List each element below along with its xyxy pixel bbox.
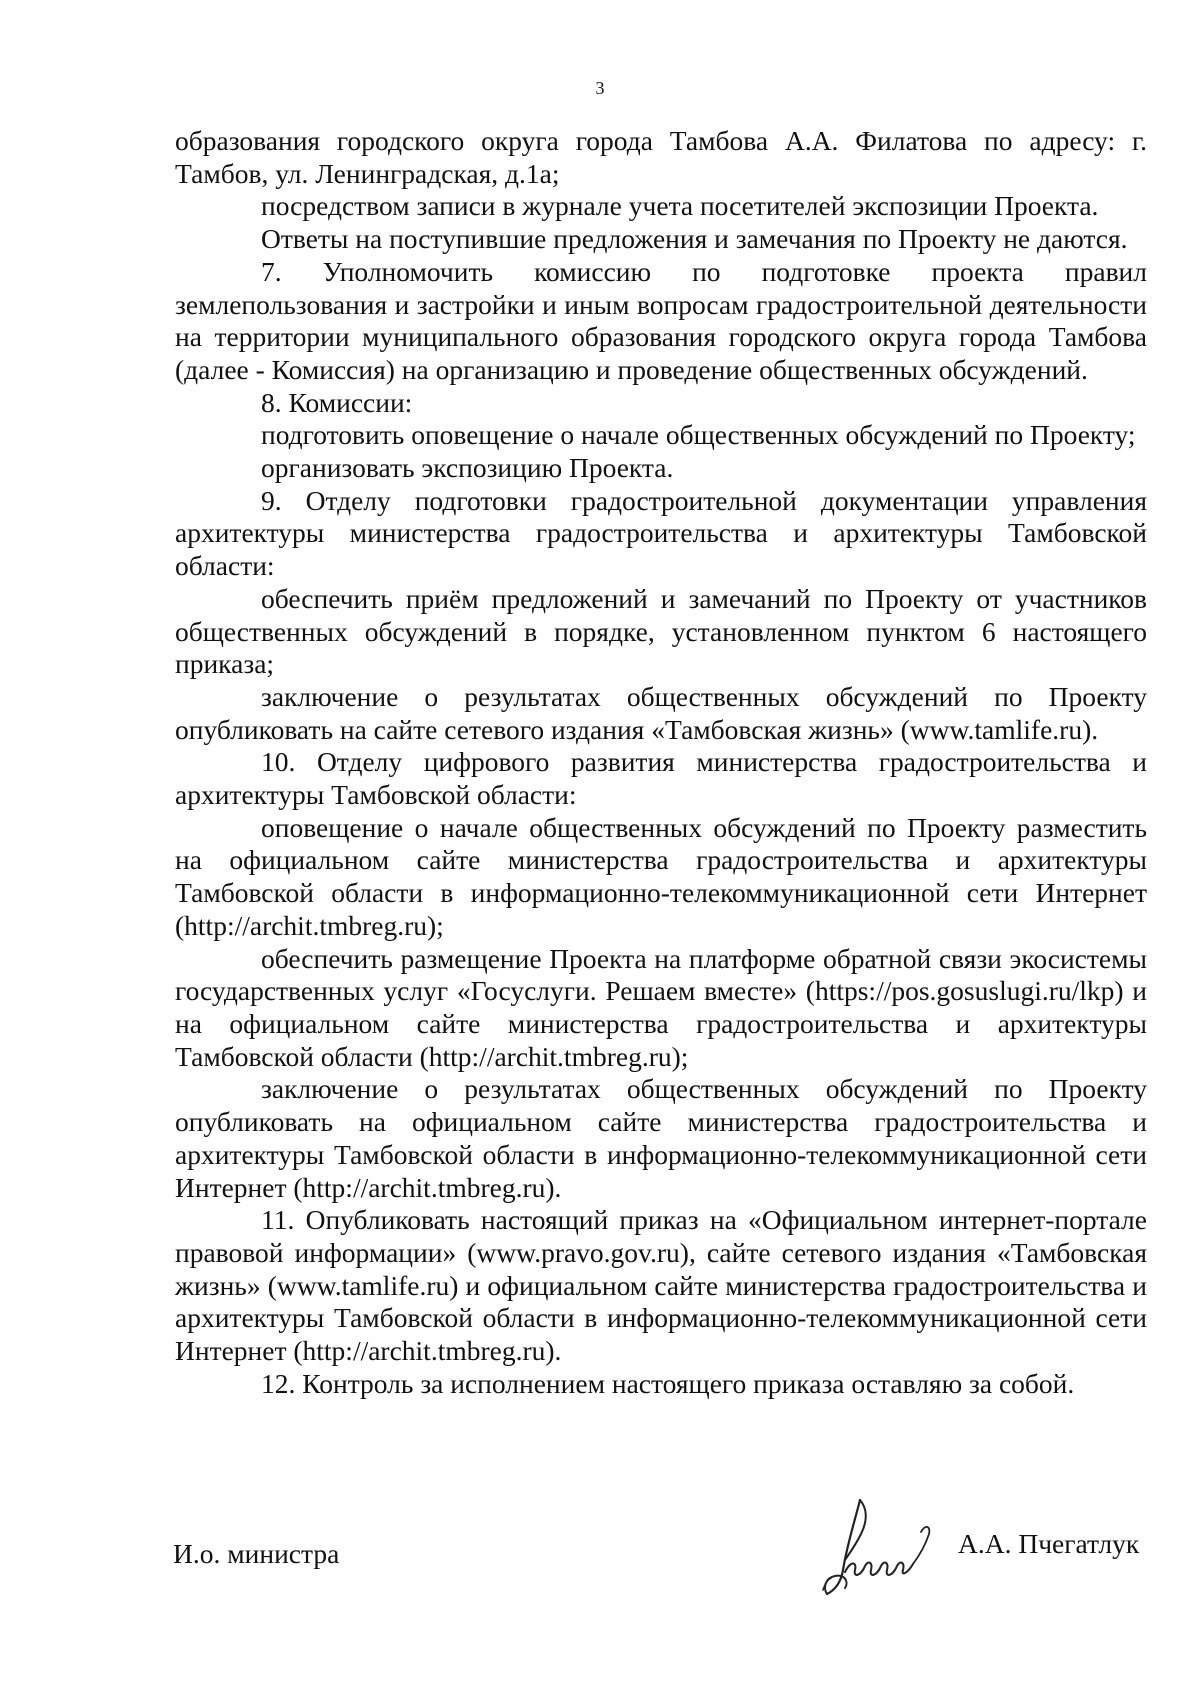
paragraph-item-10-placement: обеспечить размещение Проекта на платформе обратной связи экосистемы государственных услуг «Госуслуги. Решаем вместе» (https://pos.gosuslugi.ru/lkp) и на официальном сайте министерства градостроительства и архитектуры Тамбовской области (http://archit.tmbreg.ru);	[175, 942, 1147, 1072]
page-number: 3	[595, 78, 605, 98]
paragraph-item-10-conclusion: заключение о результатах общественных обсуждений по Проекту опубликовать на официальном сайте министерства градостроительства и архитектуры Тамбовской области в информационно-телекоммуникационной сети Интернет (http://archit.tmbreg.ru).	[175, 1073, 1147, 1203]
paragraph-item-7: 7. Уполномочить комиссию по подготовке проекта правил землепользования и застройки и иным вопросам градостроительной деятельности на территории муниципального образования городского округа города Тамбова (далее - Комиссия) на организацию и проведение общественных обсуждений.	[175, 255, 1147, 385]
paragraph-item-8-notice: подготовить оповещение о начале общественных обсуждений по Проекту;	[261, 419, 1136, 451]
paragraph-item-10: 10. Отделу цифрового развития министерства градостроительства и архитектуры Тамбовской области:	[175, 746, 1147, 811]
paragraph-item-9-receive: обеспечить приём предложений и замечаний по Проекту от участников общественных обсуждений в порядке, установленном пунктом 6 настоящего приказа;	[175, 582, 1147, 680]
paragraph-no-answers: Ответы на поступившие предложения и замечания по Проекту не даются.	[261, 223, 1128, 255]
paragraph-continuation: образования городского округа города Тамбова А.А. Филатова по адресу: г. Тамбов, ул. Ленинградская, д.1а;	[175, 125, 1147, 189]
signature-block	[0, 1490, 1200, 1600]
signer-name: А.А. Пчегатлук	[958, 1528, 1140, 1559]
signer-title: И.о. министра	[173, 1538, 340, 1569]
paragraph-item-12: 12. Контроль за исполнением настоящего приказа оставляю за собой.	[261, 1367, 1075, 1399]
paragraph-item-11: 11. Опубликовать настоящий приказ на «Официальном интернет-портале правовой информации» (www.pravo.gov.ru), сайте сетевого издания «Тамбовская жизнь» (www.tamlife.ru) и официальном сайте министерства градостроительства и архитектуры Тамбовской области в информационно-телекоммуникационной сети Интернет (http://archit.tmbreg.ru).	[175, 1204, 1147, 1367]
paragraph-item-9: 9. Отделу подготовки градостроительной документации управления архитектуры министерства градостроительства и архитектуры Тамбовской области:	[175, 484, 1147, 582]
paragraph-item-9-publish: заключение о результатах общественных обсуждений по Проекту опубликовать на сайте сетевого издания «Тамбовская жизнь» (www.tamlife.ru).	[175, 680, 1147, 745]
paragraph-item-8: 8. Комиссии:	[261, 386, 413, 418]
handwritten-signature-image	[805, 1490, 945, 1600]
paragraph-item-10-notice: оповещение о начале общественных обсуждений по Проекту разместить на официальном сайте министерства градостроительства и архитектуры Тамбовской области в информационно-телекоммуникационной сети Интернет (http://archit.tmbreg.ru);	[175, 811, 1147, 941]
paragraph-item-8-exposition: организовать экспозицию Проекта.	[261, 452, 674, 484]
document-body	[175, 125, 1147, 1400]
paragraph-journal-record: посредством записи в журнале учета посетителей экспозиции Проекта.	[261, 190, 1099, 222]
